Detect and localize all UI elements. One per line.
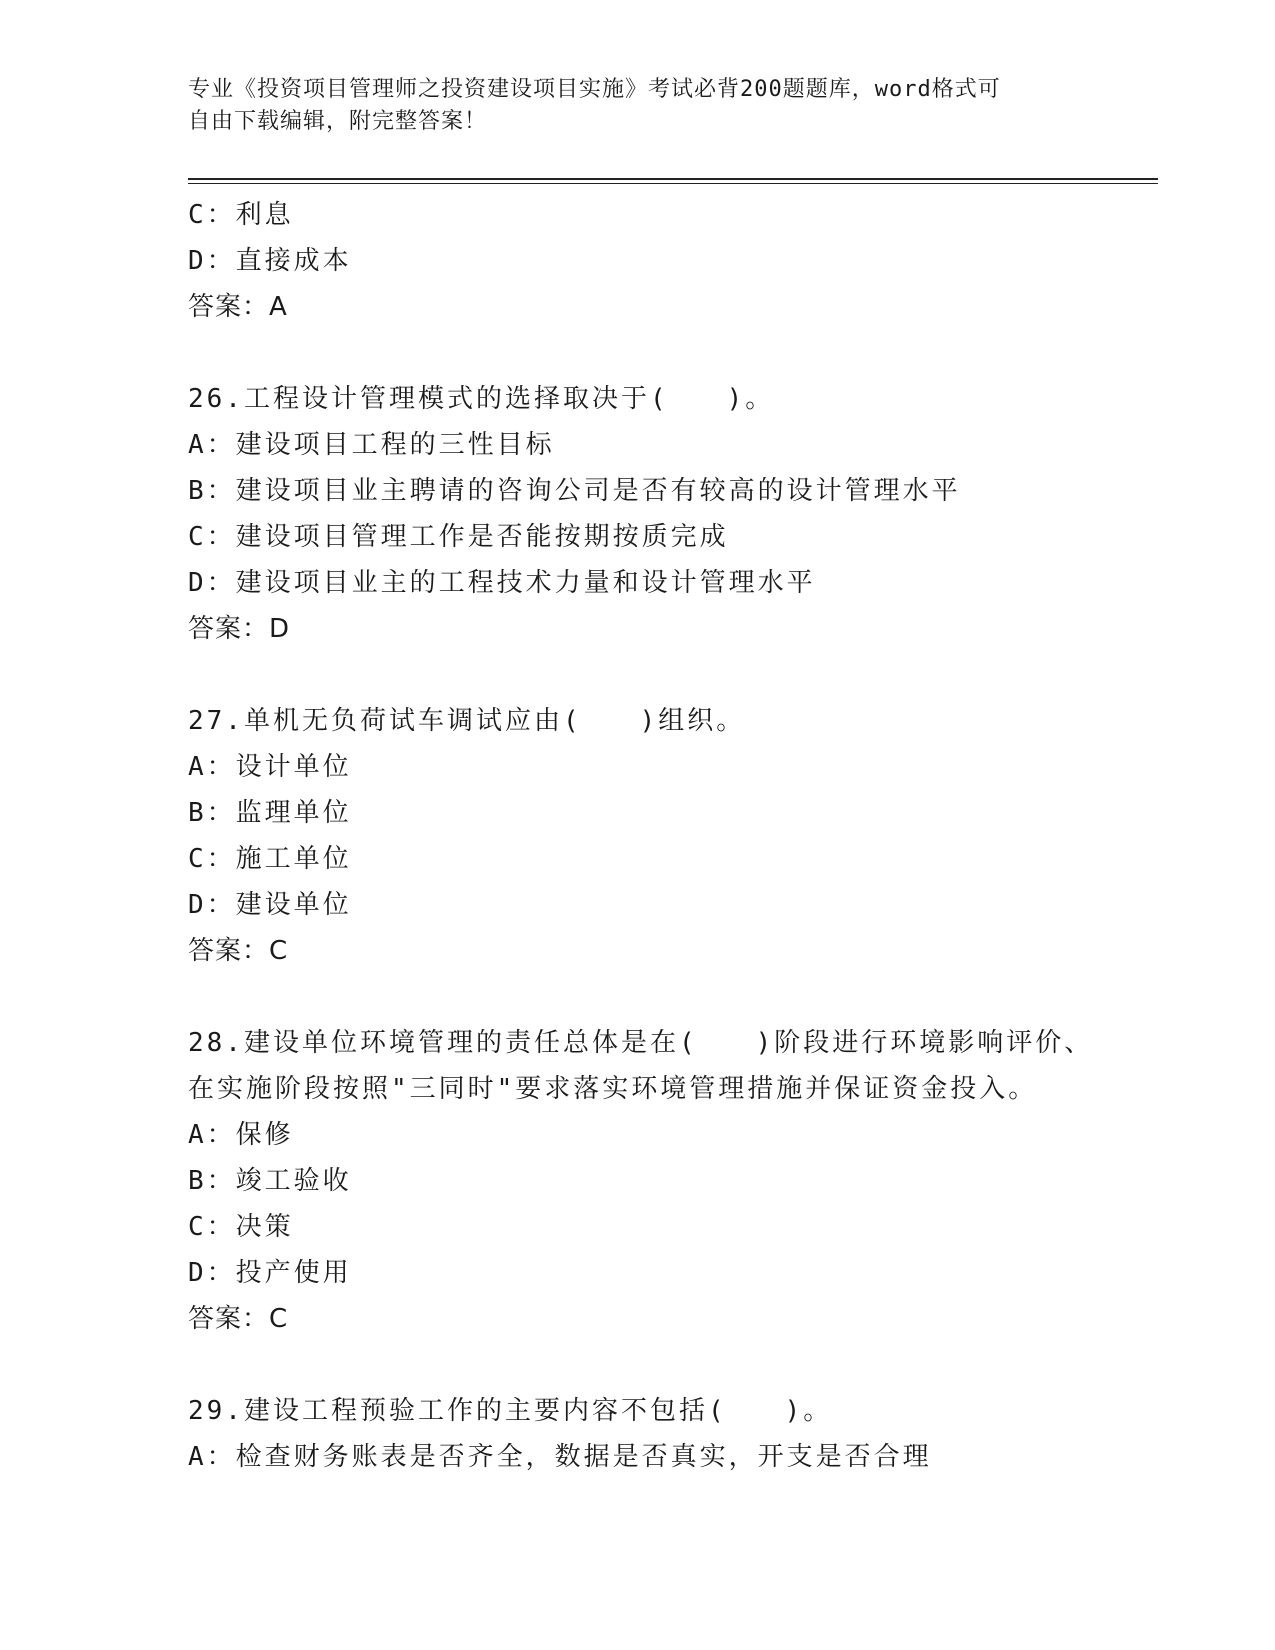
option-a: A：检查财务账表是否齐全，数据是否真实，开支是否合理	[188, 1442, 932, 1472]
option-c: C：建设项目管理工作是否能按期按质完成	[188, 522, 729, 552]
option-b: B：竣工验收	[188, 1166, 352, 1196]
header-line-1: 专业《投资项目管理师之投资建设项目实施》考试必背200题题库，word格式可	[188, 77, 1001, 102]
option-d: D：建设单位	[188, 890, 352, 920]
option-c: C：施工单位	[188, 844, 352, 874]
question-list	[188, 192, 1148, 1480]
spacer	[188, 330, 1148, 376]
option-d: D：建设项目业主的工程技术力量和设计管理水平	[188, 568, 816, 598]
question-26	[188, 376, 1148, 652]
option-a: A：保修	[188, 1120, 294, 1150]
answer-line: 答案：C	[188, 1304, 289, 1334]
question-stem-line-1: 28.建设单位环境管理的责任总体是在( )阶段进行环境影响评价、	[188, 1028, 1094, 1058]
answer-line: 答案：A	[188, 292, 288, 322]
option-c: C：利息	[188, 200, 294, 230]
option-b: B：建设项目业主聘请的咨询公司是否有较高的设计管理水平	[188, 476, 961, 506]
spacer	[188, 974, 1148, 1020]
option-b: B：监理单位	[188, 798, 352, 828]
option-d: D：投产使用	[188, 1258, 352, 1288]
spacer	[188, 1342, 1148, 1388]
question-27	[188, 698, 1148, 974]
option-a: A：建设项目工程的三性目标	[188, 430, 555, 460]
question-29	[188, 1388, 1148, 1480]
answer-line: 答案：D	[188, 614, 291, 644]
answer-line: 答案：C	[188, 936, 289, 966]
question-stem-line-2: 在实施阶段按照"三同时"要求落实环境管理措施并保证资金投入。	[188, 1074, 1038, 1104]
question-stem: 27.单机无负荷试车调试应由( )组织。	[188, 706, 746, 736]
document-header	[188, 74, 1088, 138]
header-divider-thin	[188, 183, 1158, 184]
header-divider-thick	[188, 178, 1158, 180]
question-stem: 26.工程设计管理模式的选择取决于( )。	[188, 384, 775, 414]
question-stem: 29.建设工程预验工作的主要内容不包括( )。	[188, 1396, 833, 1426]
question-28	[188, 1020, 1148, 1342]
question-25-fragment	[188, 192, 1148, 330]
option-c: C：决策	[188, 1212, 294, 1242]
option-d: D：直接成本	[188, 246, 352, 276]
option-a: A：设计单位	[188, 752, 352, 782]
spacer	[188, 652, 1148, 698]
header-line-2: 自由下载编辑，附完整答案！	[188, 109, 488, 134]
